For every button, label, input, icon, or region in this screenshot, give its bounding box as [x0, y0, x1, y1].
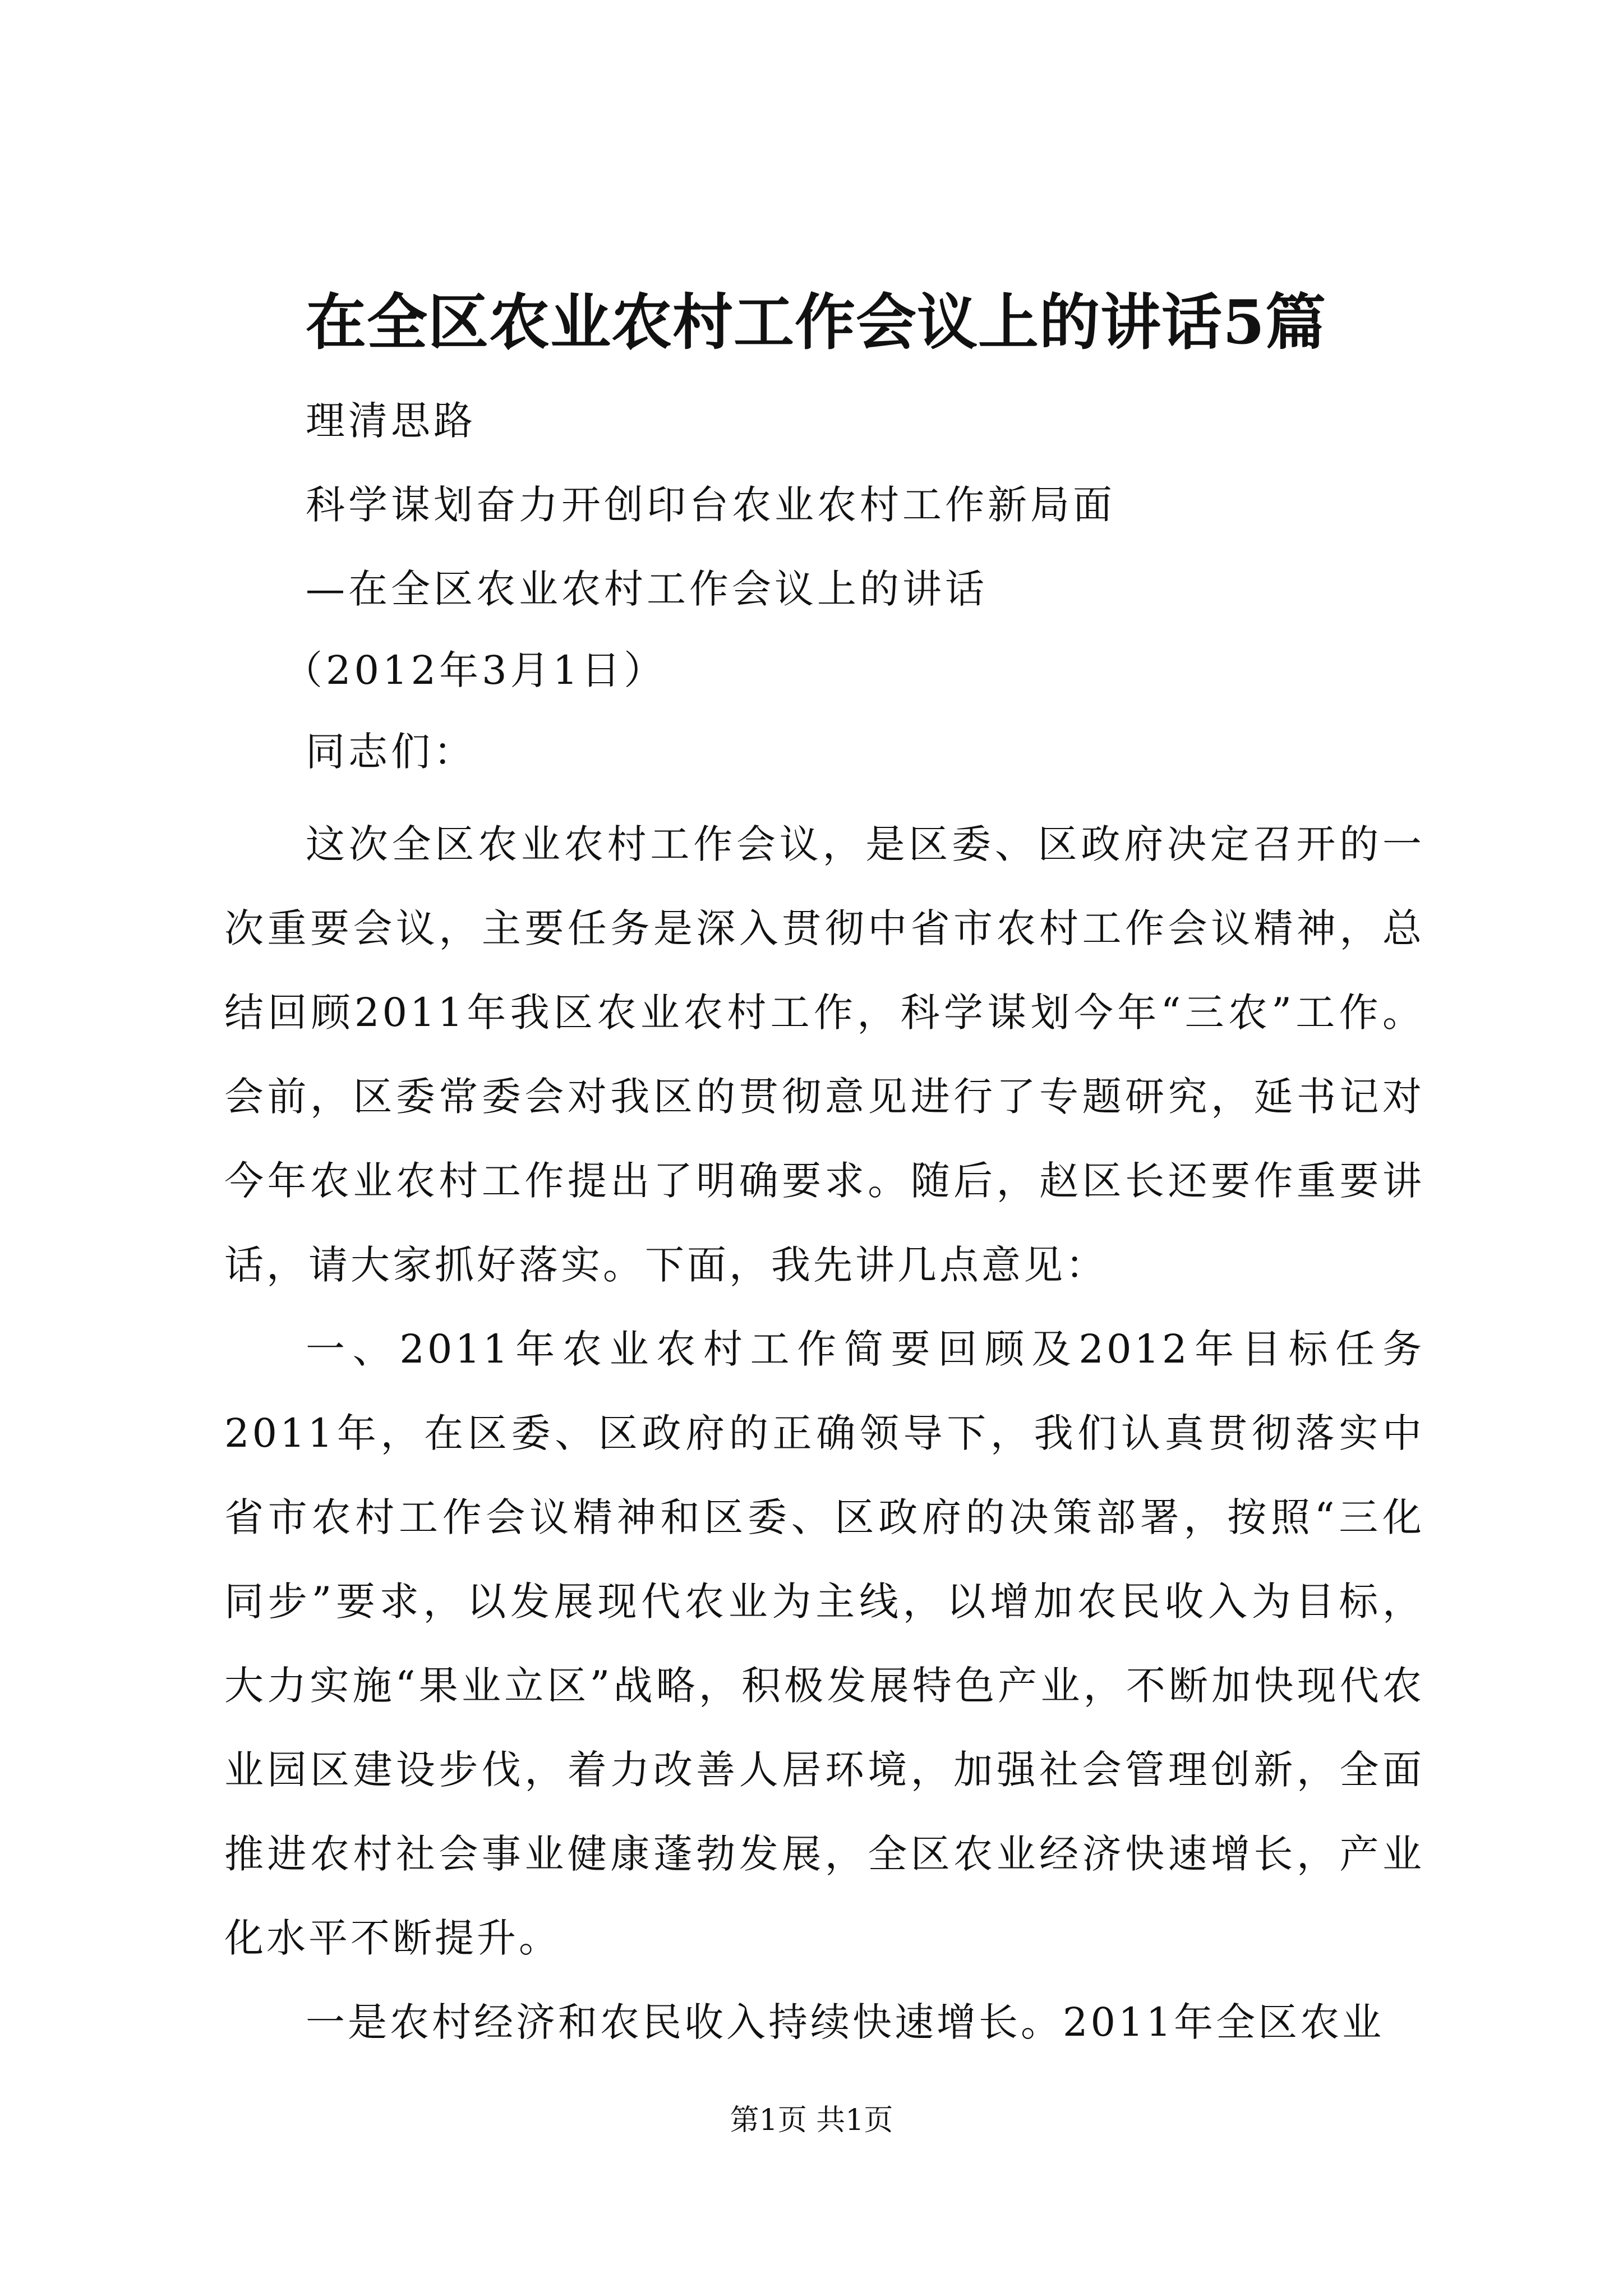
- paragraph-3: 一是农村经济和农民收入持续快速增长。2011年全区农业: [306, 1999, 1385, 2045]
- subtitle-1: 理清思路: [306, 398, 476, 444]
- document-body: [224, 802, 1424, 2064]
- document-title: 在全区农业农村工作会议上的讲话5篇: [306, 287, 1327, 358]
- subtitle-2: 科学谋划奋力开创印台农业农村工作新局面: [306, 482, 1115, 528]
- subtitle-3: —在全区农业农村工作会议上的讲话: [306, 566, 988, 612]
- paragraph-1: 这次全区农业农村工作会议，是区委、区政府决定召开的一次重要会议，主要任务是深入贯彻中省市农村工作会议精神，总结回顾2011年我区农业农村工作，科学谋划今年“三农”工作。会前，区委常委会对我区的贯彻意见进行了专题研究，延书记对今年农业农村工作提出了明确要求。随后，赵区长还要作重要讲话，请大家抓好落实。下面，我先讲几点意见：: [224, 821, 1424, 1288]
- greeting: 同志们：: [306, 729, 476, 775]
- paragraph-2: 一、2011年农业农村工作简要回顾及2012年目标任务2011年，在区委、区政府的正确领导下，我们认真贯彻落实中省市农村工作会议精神和区委、区政府的决策部署，按照“三化同步”要求，以发展现代农业为主线，以增加农民收入为目标，大力实施“果业立区”战略，积极发展特色产业，不断加快现代农业园区建设步伐，着力改善人居环境，加强社会管理创新，全面推进农村社会事业健康蓬勃发展，全区农业经济快速增长，产业化水平不断提升。: [224, 1326, 1424, 1961]
- page-footer: 第1页 共1页: [730, 2104, 893, 2137]
- speech-date: （2012年3月1日）: [283, 647, 667, 693]
